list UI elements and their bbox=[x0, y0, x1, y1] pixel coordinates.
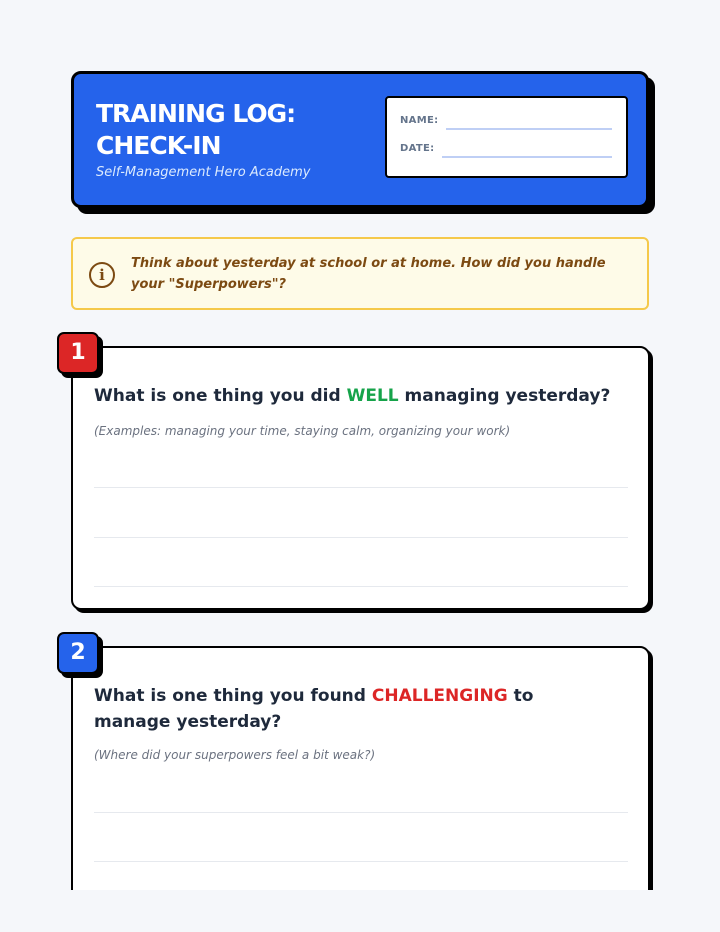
name-field[interactable] bbox=[446, 128, 612, 130]
name-label: NAME: bbox=[400, 115, 439, 126]
answer-line[interactable] bbox=[94, 586, 628, 587]
question-2-text-after: to manage yesterday? bbox=[94, 686, 534, 732]
header-banner bbox=[71, 71, 649, 208]
page-title bbox=[96, 98, 356, 162]
answer-line[interactable] bbox=[94, 487, 628, 488]
date-label: DATE: bbox=[400, 143, 435, 154]
question-1-highlight: WELL bbox=[346, 386, 399, 406]
question-hint-2: (Where did your superpowers feel a bit weak?) bbox=[94, 748, 376, 762]
question-title-2 bbox=[94, 683, 614, 735]
question-number-badge-1: 1 bbox=[57, 332, 99, 374]
question-title-1 bbox=[94, 383, 614, 409]
question-hint-1: (Examples: managing your time, staying calm, organizing your work) bbox=[94, 424, 511, 438]
answer-line[interactable] bbox=[94, 537, 628, 538]
question-1-text-before: What is one thing you did bbox=[94, 386, 347, 406]
date-row bbox=[400, 143, 612, 154]
question-number-badge-2: 2 bbox=[57, 632, 99, 674]
instruction-text: Think about yesterday at school or at home. How did you handle your "Superpowers"? bbox=[131, 256, 606, 292]
info-icon: i bbox=[89, 262, 115, 288]
question-1-text-after: managing yesterday? bbox=[398, 386, 611, 406]
instruction-banner bbox=[71, 237, 649, 310]
title-line-1: TRAINING LOG: bbox=[96, 99, 296, 128]
question-2-highlight: CHALLENGING bbox=[371, 686, 508, 706]
date-field[interactable] bbox=[442, 156, 612, 158]
answer-line[interactable] bbox=[94, 861, 628, 862]
name-row bbox=[400, 115, 612, 126]
title-line-2: CHECK-IN bbox=[96, 131, 221, 160]
question-card-1 bbox=[71, 346, 650, 610]
answer-line[interactable] bbox=[94, 812, 628, 813]
page-subtitle: Self-Management Hero Academy bbox=[96, 165, 311, 180]
question-2-text-before: What is one thing you found bbox=[94, 686, 372, 706]
student-info-box bbox=[385, 96, 628, 178]
page-bottom-edge bbox=[0, 890, 720, 932]
